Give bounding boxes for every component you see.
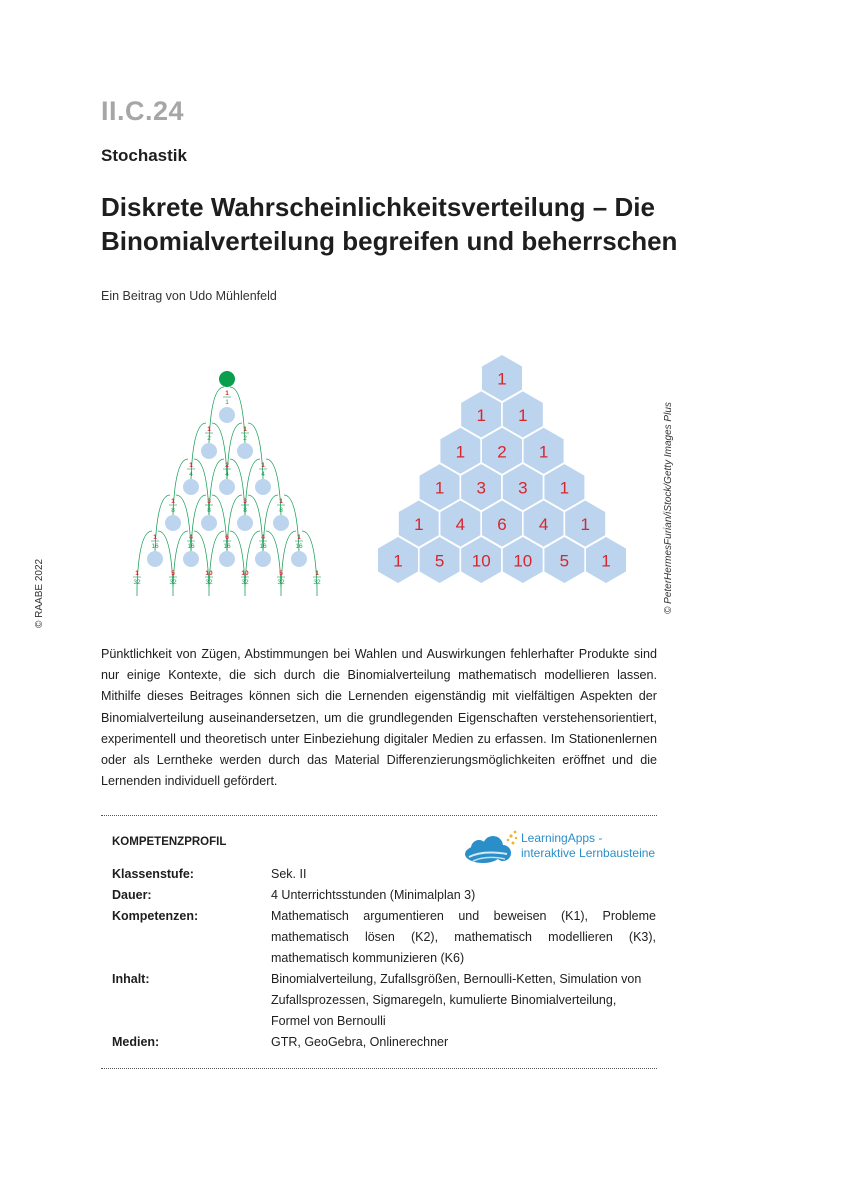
learningapps-logo-text <box>521 831 655 861</box>
galton-ball <box>165 515 181 531</box>
galton-fraction-numerator: 1 <box>153 534 157 541</box>
galton-fraction-denominator: 32 <box>313 579 321 586</box>
pascal-value: 10 <box>513 551 533 571</box>
series-code: II.C.24 <box>101 96 185 126</box>
pascal-triangle-figure <box>376 352 628 584</box>
profile-value-duration: 4 Unterrichtsstunden (Minimalplan 3) <box>271 888 476 902</box>
galton-ball <box>219 551 235 567</box>
galton-fraction-denominator: 32 <box>241 579 249 586</box>
galton-ball <box>255 551 271 567</box>
page-title <box>101 190 721 258</box>
galton-fraction-numerator: 1 <box>243 426 247 433</box>
galton-fraction-numerator: 1 <box>135 570 139 577</box>
divider-bottom <box>101 1068 657 1069</box>
divider-top <box>101 815 657 816</box>
galton-fraction-denominator: 32 <box>205 579 213 586</box>
galton-ball <box>183 551 199 567</box>
logo-line-2: interaktive Lernbausteine <box>521 846 656 860</box>
galton-fraction-numerator: 3 <box>243 498 247 505</box>
pascal-value: 1 <box>497 369 507 389</box>
galton-ball <box>255 479 271 495</box>
author-line: Ein Beitrag von Udo Mühlenfeld <box>101 289 277 303</box>
galton-start-ball <box>219 371 235 387</box>
cloud-icon <box>463 828 521 866</box>
pascal-value: 10 <box>471 551 491 571</box>
pascal-value: 1 <box>538 442 549 462</box>
pascal-value: 1 <box>580 515 590 535</box>
pascal-value: 1 <box>414 515 424 535</box>
galton-fraction-numerator: 1 <box>279 498 283 505</box>
pascal-value: 3 <box>476 478 486 498</box>
galton-fraction-denominator: 8 <box>171 507 175 514</box>
profile-value-grade: Sek. II <box>271 867 307 881</box>
galton-ball <box>291 551 307 567</box>
galton-fraction-denominator: 2 <box>207 435 211 442</box>
copyright-vertical: © RAABE 2022 <box>34 558 45 628</box>
profile-label-grade: Klassenstufe: <box>112 867 194 881</box>
profile-value-media: GTR, GeoGebra, Onlinerechner <box>271 1035 449 1049</box>
pascal-value: 1 <box>559 478 570 498</box>
galton-ball <box>201 443 217 459</box>
profile-label-competencies: Kompetenzen: <box>112 909 199 923</box>
galton-board-figure <box>132 366 322 596</box>
intro-paragraph: Pünktlichkeit von Zügen, Abstimmungen bei Wahlen und Auswirkungen fehlerhafter Produkte sind nur einige Kontexte, die sich durch die Binomialverteilung mathematisch modellieren lassen. Mithilfe dieses Beitrages können sich die Lernenden eigenständig mit vielfältigen Aspekten der Binomialverteilung auseinandersetzen, um die grundlegenden Eigenschaften verstehensorientiert, experimentell und theoretisch unter Einbeziehung digitaler Medien zu erfassen. Im Stationenlernen oder als Lerntheke werden durch das Material Differenzierungsmöglichkeiten eröffnet und die Lernenden individuell gefördert. <box>101 647 657 789</box>
galton-fraction-denominator: 1 <box>225 399 229 406</box>
galton-fraction-denominator: 32 <box>133 579 141 586</box>
profile-label-duration: Dauer: <box>112 888 152 902</box>
galton-fraction-numerator: 5 <box>171 570 175 577</box>
pascal-value: 2 <box>497 442 507 462</box>
galton-fraction-numerator: 4 <box>189 534 193 541</box>
galton-ball <box>237 443 253 459</box>
galton-fraction-numerator: 1 <box>297 534 301 541</box>
galton-fraction-denominator: 32 <box>169 579 177 586</box>
title-line-2: Binomialverteilung begreifen und beherrschen <box>101 226 678 256</box>
profile-value-content: Binomialverteilung, Zufallsgrößen, Bernoulli-Ketten, Simulation von Zufallsprozessen, Sigmaregeln, kumulierte Binomialverteilung, Formel von Bernoulli <box>271 972 642 1028</box>
galton-fraction-denominator: 4 <box>189 471 193 478</box>
galton-fraction-numerator: 1 <box>189 462 193 469</box>
galton-fraction-denominator: 8 <box>243 507 247 514</box>
galton-fraction-denominator: 8 <box>279 507 283 514</box>
profile-heading: KOMPETENZPROFIL <box>112 836 227 848</box>
galton-fraction-denominator: 16 <box>187 543 195 550</box>
galton-ball <box>183 479 199 495</box>
galton-fraction-numerator: 2 <box>225 462 229 469</box>
galton-fraction-denominator: 4 <box>225 471 229 478</box>
galton-ball <box>219 407 235 423</box>
galton-fraction-denominator: 16 <box>295 543 303 550</box>
profile-label-content: Inhalt: <box>112 972 150 986</box>
galton-fraction-denominator: 8 <box>207 507 211 514</box>
galton-fraction-numerator: 10 <box>241 570 249 577</box>
pascal-value: 1 <box>393 551 403 571</box>
profile-label-media: Medien: <box>112 1035 160 1049</box>
pascal-value: 1 <box>434 478 445 498</box>
galton-fraction-numerator: 1 <box>171 498 175 505</box>
galton-ball <box>219 479 235 495</box>
galton-fraction-numerator: 1 <box>261 462 265 469</box>
galton-ball <box>273 515 289 531</box>
pascal-value: 4 <box>538 515 549 535</box>
galton-fraction-denominator: 16 <box>223 543 231 550</box>
pascal-value: 6 <box>497 515 507 535</box>
galton-fraction-numerator: 4 <box>261 534 265 541</box>
galton-fraction-numerator: 3 <box>207 498 211 505</box>
galton-fraction-numerator: 10 <box>205 570 213 577</box>
pascal-value: 1 <box>455 442 466 462</box>
subject-heading: Stochastik <box>101 146 187 165</box>
pascal-value: 1 <box>518 405 528 425</box>
logo-line-1: LearningApps - <box>521 831 603 845</box>
pascal-value: 1 <box>601 551 611 571</box>
galton-fraction-denominator: 16 <box>151 543 159 550</box>
title-line-1: Diskrete Wahrscheinlichkeitsverteilung – Die <box>101 192 655 222</box>
image-credit-vertical: © PeterHermesFurian/iStock/Getty Images Plus <box>663 402 674 614</box>
galton-fraction-denominator: 2 <box>243 435 247 442</box>
pascal-value: 5 <box>559 551 570 571</box>
galton-fraction-numerator: 1 <box>207 426 211 433</box>
profile-value-competencies: Mathematisch argumentieren und beweisen (K1), Probleme mathematisch lösen (K2), mathematisch modellieren (K3), mathematisch kommunizieren (K6) <box>271 909 656 965</box>
galton-ball <box>237 515 253 531</box>
galton-ball <box>201 515 217 531</box>
galton-fraction-denominator: 4 <box>261 471 265 478</box>
galton-fraction-denominator: 32 <box>277 579 285 586</box>
galton-fraction-numerator: 6 <box>225 534 229 541</box>
pascal-value: 4 <box>455 515 466 535</box>
pascal-value: 3 <box>518 478 528 498</box>
pascal-value: 1 <box>476 405 486 425</box>
galton-fraction-numerator: 1 <box>225 390 229 397</box>
galton-fraction-numerator: 1 <box>315 570 319 577</box>
galton-ball <box>147 551 163 567</box>
galton-fraction-denominator: 16 <box>259 543 267 550</box>
galton-fraction-numerator: 5 <box>279 570 283 577</box>
pascal-value: 5 <box>434 551 445 571</box>
